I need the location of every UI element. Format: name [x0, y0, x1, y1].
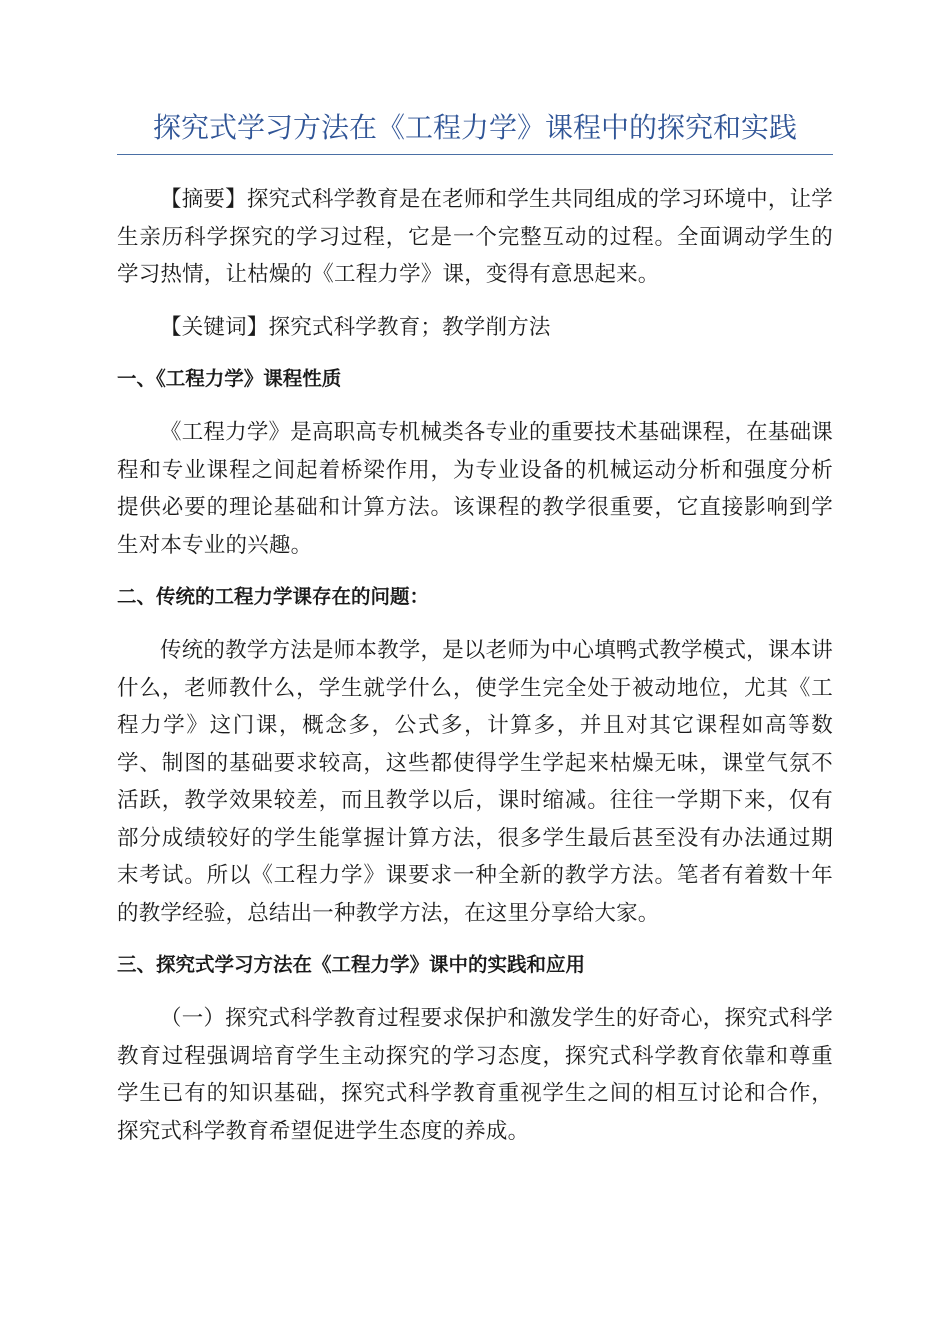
document-page	[117, 108, 833, 1150]
abstract-paragraph: 【摘要】探究式科学教育是在老师和学生共同组成的学习环境中，让学生亲历科学探究的学习过程，它是一个完整互动的过程。全面调动学生的学习热情，让枯燥的《工程力学》课，变得有意思起来。	[117, 187, 833, 287]
keywords-paragraph: 【关键词】探究式科学教育；教学削方法	[160, 314, 551, 340]
document-title: 探究式学习方法在《工程力学》课程中的探究和实践	[117, 108, 833, 155]
section-body-2: 传统的教学方法是师本教学，是以老师为中心填鸭式教学模式，课本讲什么，老师教什么，学生就学什么，使学生完全处于被动地位，尤其《工程力学》这门课，概念多，公式多，计算多，并且对其它课程如高等数学、制图的基础要求较高，这些都使得学生学起来枯燥无味，课堂气氛不活跃，教学效果较差，而且教学以后，课时缩减。往往一学期下来，仅有部分成绩较好的学生能掌握计算方法，很多学生最后甚至没有办法通过期末考试。所以《工程力学》课要求一种全新的教学方法。笔者有着数十年的教学经验，总结出一种教学方法，在这里分享给大家。	[117, 638, 833, 926]
section-heading-1: 一、《工程力学》课程性质	[117, 367, 342, 390]
section-body-1: 《工程力学》是高职高专机械类各专业的重要技术基础课程，在基础课程和专业课程之间起着桥梁作用，为专业设备的机械运动分析和强度分析提供必要的理论基础和计算方法。该课程的教学很重要，它直接影响到学生对本专业的兴趣。	[117, 420, 833, 558]
section-heading-3: 三、探究式学习方法在《工程力学》课中的实践和应用	[117, 953, 586, 976]
section-heading-2: 二、传统的工程力学课存在的问题：	[117, 585, 430, 608]
section-body-3: （一）探究式科学教育过程要求保护和激发学生的好奇心，探究式科学教育过程强调培育学生主动探究的学习态度，探究式科学教育依靠和尊重学生已有的知识基础，探究式科学教育重视学生之间的相互讨论和合作，探究式科学教育希望促进学生态度的养成。	[117, 1006, 833, 1144]
